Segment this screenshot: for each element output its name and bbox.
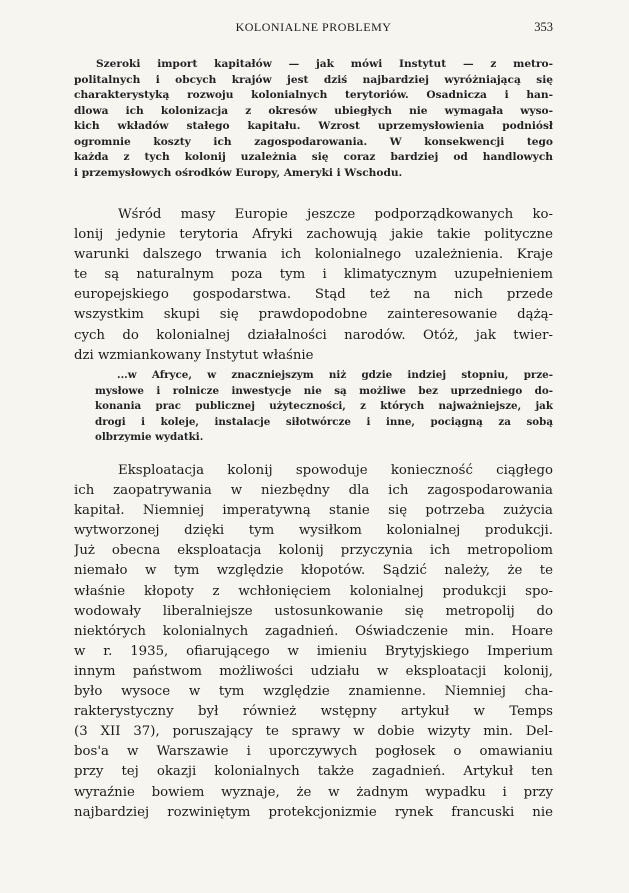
text-line: ogromnie koszty ich zagospodarowania. W konsekwencji tego: [74, 135, 553, 148]
text-line: wytworzonej dzięki tym wysiłkom kolonialnej produkcji.: [74, 523, 553, 539]
text-line: dzi wzmiankowany Instytut właśnie: [74, 347, 314, 363]
text-line: wszystkim skupi się prawdopodobne zainteresowanie dążą-: [74, 307, 553, 323]
text-line: właśnie kłopoty z wchłonięciem kolonialnej produkcji spo-: [74, 583, 553, 599]
text-line: wyraźnie bowiem wyznaje, że w żadnym wypadku i przy: [74, 784, 553, 800]
text-line: innym państwom możliwości udziału w eksploatacji kolonij,: [74, 663, 553, 679]
text-line: rakterystyczny był również wstępny artykuł w Temps: [74, 704, 553, 720]
text-line: bos'a w Warszawie i uporczywych pogłosek o omawianiu: [74, 744, 553, 760]
text-line: europejskiego gospodarstwa. Stąd też na nich przede: [74, 287, 553, 303]
running-header: [74, 20, 553, 40]
text-line: warunki dalszego trwania ich kolonialnego uzależnienia. Kraje: [74, 247, 553, 263]
text-line: Wśród masy Europie jeszcze podporządkowanych ko-: [118, 207, 553, 222]
quote-line: konania prac publicznej użyteczności, z których najważniejsze, jak: [95, 400, 553, 412]
text-line: politalnych i obcych krajów jest dziś najbardziej wyróżniającą się: [74, 73, 553, 86]
quote-line: olbrzymie wydatki.: [95, 431, 204, 443]
text-line: Już obecna eksploatacja kolonij przyczynia ich metropoliom: [74, 543, 553, 559]
text-line: lonij jedynie terytoria Afryki zachowują jakie takie polityczne: [74, 227, 553, 243]
text-line: każda z tych kolonij uzależnia się coraz bardziej od handlowych: [74, 151, 553, 163]
text-line: kich wkładów stałego kapitału. Wzrost uprzemysłowienia podniósł: [74, 120, 553, 132]
text-line: Eksploatacja kolonij spowoduje konieczność ciągłego: [118, 463, 553, 478]
text-line: dlowa ich kolonizacja z okresów ubiegłych nie wymagała wyso-: [74, 104, 553, 117]
text-line: i przemysłowych ośrodków Europy, Ameryki i Wschodu.: [74, 166, 403, 179]
paragraph-small-1: [74, 57, 553, 181]
page-number: 353: [534, 20, 553, 34]
text-line: ich zaopatrywania w niezbędny dla ich zagospodarowania: [74, 483, 553, 499]
text-line: niektórych kolonialnych zagadnień. Oświadczenie min. Hoare: [74, 623, 553, 639]
text-line: najbardziej rozwiniętym protekcjonizmie rynek francuski nie: [74, 804, 553, 820]
block-quote: [95, 368, 553, 446]
text-line: charakterystyką rozwoju kolonialnych terytoriów. Osadnicza i han-: [74, 89, 553, 101]
text-line: kapitał. Niemniej imperatywną stanie się potrzeba zużycia: [74, 503, 553, 519]
text-line: (3 XII 37), poruszający te sprawy w dobie wizyty min. Del-: [74, 724, 553, 740]
text-line: wodowały liberalniejsze ustosunkowanie się metropolij do: [74, 603, 553, 619]
quote-line: mysłowe i rolnicze inwestycje nie są możliwe bez uprzedniego do-: [95, 384, 553, 397]
text-line: w r. 1935, ofiarującego w imieniu Brytyjskiego Imperium: [74, 643, 553, 659]
text-line: było wysoce w tym względzie znamienne. Niemniej cha-: [74, 684, 553, 700]
text-line: Szeroki import kapitałów — jak mówi Instytut — z metro-: [96, 58, 553, 70]
running-title: KOLONIALNE PROBLEMY: [235, 20, 392, 34]
text-line: niemało w tym względzie kłopotów. Sądzić należy, że te: [74, 563, 553, 579]
quote-line: ...w Afryce, w znaczniejszym niż gdzie indziej stopniu, prze-: [117, 369, 553, 381]
paragraph-3: [74, 461, 553, 823]
paragraph-2: [74, 205, 553, 366]
text-line: te są naturalnym poza tym i klimatycznym uzupełnieniem: [74, 267, 553, 283]
text-line: przy tej okazji kolonialnych także zagadnień. Artykuł ten: [74, 764, 553, 780]
quote-line: drogi i koleje, instalacje siłotwórcze i inne, pociągną za sobą: [95, 415, 553, 428]
text-line: cych do kolonialnej działalności narodów. Otóż, jak twier-: [74, 327, 553, 343]
